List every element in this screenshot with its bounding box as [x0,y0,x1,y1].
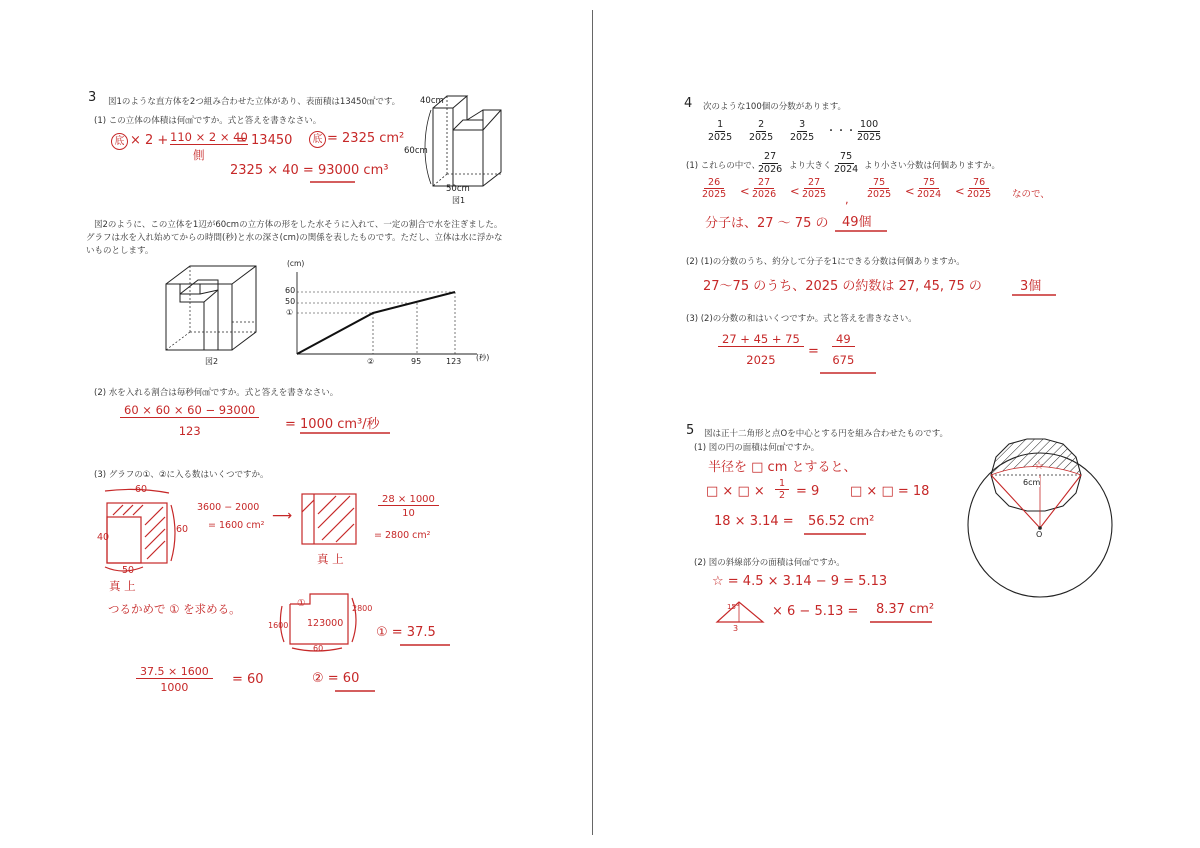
q4-answer-frac-1: 26 2025 [702,177,727,200]
q4-answer-tail: なので、 [1012,189,1050,200]
question-3-number: 3 [88,90,97,105]
question-4-number: 4 [684,96,693,111]
answer-1-line1-d: = 13450 [236,133,293,148]
question-4-part3: (3) (2)の分数の和はいくつですか。式と答えを書きなさい。 [686,314,917,324]
figure-1-caption: 図1 [452,196,466,205]
answer-3-box-bottom: 60 [313,644,324,653]
q4-answer-3-underline [820,370,885,376]
q4-answer-49-underline [835,228,895,234]
answer-1-line1-b: × 2 + [130,133,169,148]
question-5-intro: 図は正十二角形と点Oを中心とする円を組み合わせたものです。 [704,429,949,439]
answer-3-sq1-bottom: 50 [122,565,135,576]
answer-3-sq1-left: 40 [97,532,110,543]
answer-3-mid1: 3600 − 2000 [197,502,260,513]
figure-5-label-o: O [1036,530,1043,539]
q4-answer-lt-4: < [955,184,965,198]
answer-3-note: つるかめで ① を求める。 [108,602,241,616]
graph-y-tick-60: 60 [285,286,296,295]
question-4-part2: (2) (1)の分数のうち、約分して分子を1にできる分数は何個ありますか。 [686,257,965,267]
q4-answer-frac-3: 27 2025 [802,177,827,200]
q5-answer-1-line1: 半径を □ cm とすると、 [708,460,857,475]
graph-x-tick-123: 123 [446,357,462,366]
answer-1-line2: 2325 × 40 = 93000 cm³ [230,163,389,178]
q4-part1-fraction-2: $\frac{75}{2024}$ [834,151,859,175]
answer-3-result-2-underline [335,688,385,694]
q5-answer-1-line2-c: □ × □ = 18 [850,484,930,499]
q4-fraction-3: $\frac{3}{2025}$ [790,119,815,143]
q4-answer-lt-3: < [905,184,915,198]
q4-answer-49: 49個 [842,215,872,230]
graph-line [297,292,455,354]
answer-1-line1-f: = 2325 cm² [327,131,405,146]
q4-answer-3-fraction: 27 + 45 + 75 2025 [718,332,804,367]
page-divider [592,10,593,835]
figure-1-label-50cm: 50cm [446,184,470,194]
answer-3-box-right: 2800 [352,604,373,613]
figure-2-tank [160,262,275,362]
answer-3-result-2: ② = 60 [312,671,360,686]
graph-x-tick-95: 95 [411,357,422,366]
answer-3-sq1-right: 60 [176,524,189,535]
answer-3-arrow: ⟶ [272,508,293,524]
question-4-part1-c: より小さい分数は何個ありますか。 [864,161,1001,171]
q4-fraction-1: $\frac{1}{2025}$ [708,119,733,143]
q4-answer-frac-2: 27 2026 [752,177,777,200]
q4-answer-2-result: 3個 [1020,279,1042,294]
q4-answer-3-result: 49 675 [832,332,855,367]
answer-3-sq2-caption: 真 上 [317,552,344,566]
answer-1-underline [310,180,360,184]
question-3-intro: 図1のような直方体を2つ組み合わせた立体があり、表面積は13450㎠です。 [108,97,401,107]
graph-y-tick-50: 50 [285,297,296,306]
q4-answer-frac-4: 75 2025 [867,177,892,200]
answer-3-box-value: 123000 [307,618,344,629]
q5-answer-2-triangle-angle: 15° [727,603,740,611]
question-4-intro: 次のような100個の分数があります。 [703,102,847,112]
answer-3-fraction: 28 × 1000 10 [378,494,439,519]
q5-answer-2-line1: ☆ = 4.5 × 3.14 − 9 = 5.13 [712,574,888,589]
q4-answer-frac-5: 75 2024 [917,177,942,200]
q5-answer-1-line3: 18 × 3.14 = [714,514,794,529]
q4-answer-3-eq: = [808,344,819,359]
answer-3-fraction-result: = 2800 cm² [374,530,431,541]
q5-answer-2-underline [870,619,940,625]
q5-answer-2-line2: × 6 − 5.13 = [772,604,859,619]
q5-answer-1-line2-a: □ × □ × [706,484,765,499]
answer-3-result-1: ① = 37.5 [376,625,436,640]
q4-answer-line2: 分子は、27 〜 75 の [705,216,829,231]
q4-answer-frac-6: 76 2025 [967,177,992,200]
q5-answer-2-result: 8.37 cm² [876,602,935,617]
answer-2-fraction: 60 × 60 × 60 − 93000 123 [120,403,259,438]
answer-2-underline [300,430,400,436]
figure-5-star-mark: ☆ [1034,459,1044,472]
answer-base-circle-2: 底 [309,131,326,148]
question-3-part2: (2) 水を入れる割合は毎秒何㎤ですか。式と答えを書きなさい。 [94,388,339,398]
graph-y-tick-1: ① [286,308,294,317]
graph-x-tick-2: ② [367,357,375,366]
graph-y-unit: (cm) [287,259,305,268]
answer-3-final-eq: = 60 [232,672,264,687]
q5-answer-1-half: 1 2 [775,478,789,501]
answer-3-sketch-square-2 [298,490,363,550]
question-3-part1: (1) この立体の体積は何㎤ですか。式と答えを書きなさい。 [94,116,322,126]
answer-1-line1-c: 110 × 2 × 40 [170,130,248,144]
figure-1-label-60cm: 60cm [404,146,428,156]
q4-fraction-2: $\frac{2}{2025}$ [749,119,774,143]
answer-3-sq1-top: 60 [135,484,148,495]
q4-answer-lt-2: < [790,184,800,198]
q4-answer-lt-1: < [740,184,750,198]
figure-5-dodecagon-circle [960,420,1125,600]
figure-1-label-40cm: 40cm [420,96,444,106]
answer-3-box-left: 1600 [268,621,289,630]
q4-fraction-last: $\frac{100}{2025}$ [857,119,882,143]
q5-answer-1-line2-b: = 9 [796,484,820,499]
question-4-part1-b: より大きく [789,161,832,171]
q5-answer-1-result: 56.52 cm² [808,514,875,529]
question-3-intro2-line1: 図2のように、この立体を1辺が60cmの立方体の形をした水そうに入れて、一定の割合で水を注ぎました。 [94,220,503,230]
question-5-part1: (1) 図の円の面積は何㎠ですか。 [694,443,820,453]
q4-answer-comma: , [845,192,849,206]
question-5-number: 5 [686,423,695,438]
answer-2-result: = 1000 cm³/秒 [285,417,380,432]
answer-3-mid2: = 1600 cm² [208,520,265,531]
question-5-part2: (2) 図の斜線部分の面積は何㎠ですか。 [694,558,845,568]
q5-answer-1-underline [804,531,874,537]
q4-answer-2-underline [1012,292,1062,298]
answer-3-final-fraction: 37.5 × 1600 1000 [136,665,213,694]
question-3-intro2-line2: グラフは水を入れ始めてからの時間(秒)と水の深さ(cm)の関係を表したものです。ただし、立体は水に浮かな [86,233,503,243]
q5-answer-2-triangle-side: 3 [733,624,739,633]
answer-3-sq1-caption: 真 上 [109,579,136,593]
answer-3-box-circle1: ① [297,598,306,609]
q4-part1-fraction-1: $\frac{27}{2026}$ [758,151,783,175]
question-3-part3: (3) グラフの①、②に入る数はいくつですか。 [94,470,269,480]
figure-5-label-6cm: 6cm [1023,478,1041,487]
answer-base-circle-1: 底 [111,133,128,150]
question-4-part1-a: (1) これらの中で、 [686,161,761,171]
q4-answer-2: 27〜75 のうち、2025 の約数は 27, 45, 75 の [703,279,982,294]
water-depth-graph [285,262,495,367]
graph-x-unit: (秒) [476,353,490,362]
answer-3-result-1-underline [400,642,460,648]
q4-ellipsis: ・・・ [826,126,856,137]
answer-1-side-label: 側 [193,148,205,162]
figure-2-caption: 図2 [205,357,219,366]
q5-answer-2-triangle [713,598,773,628]
question-3-intro2-line3: いものとします。 [86,246,154,256]
